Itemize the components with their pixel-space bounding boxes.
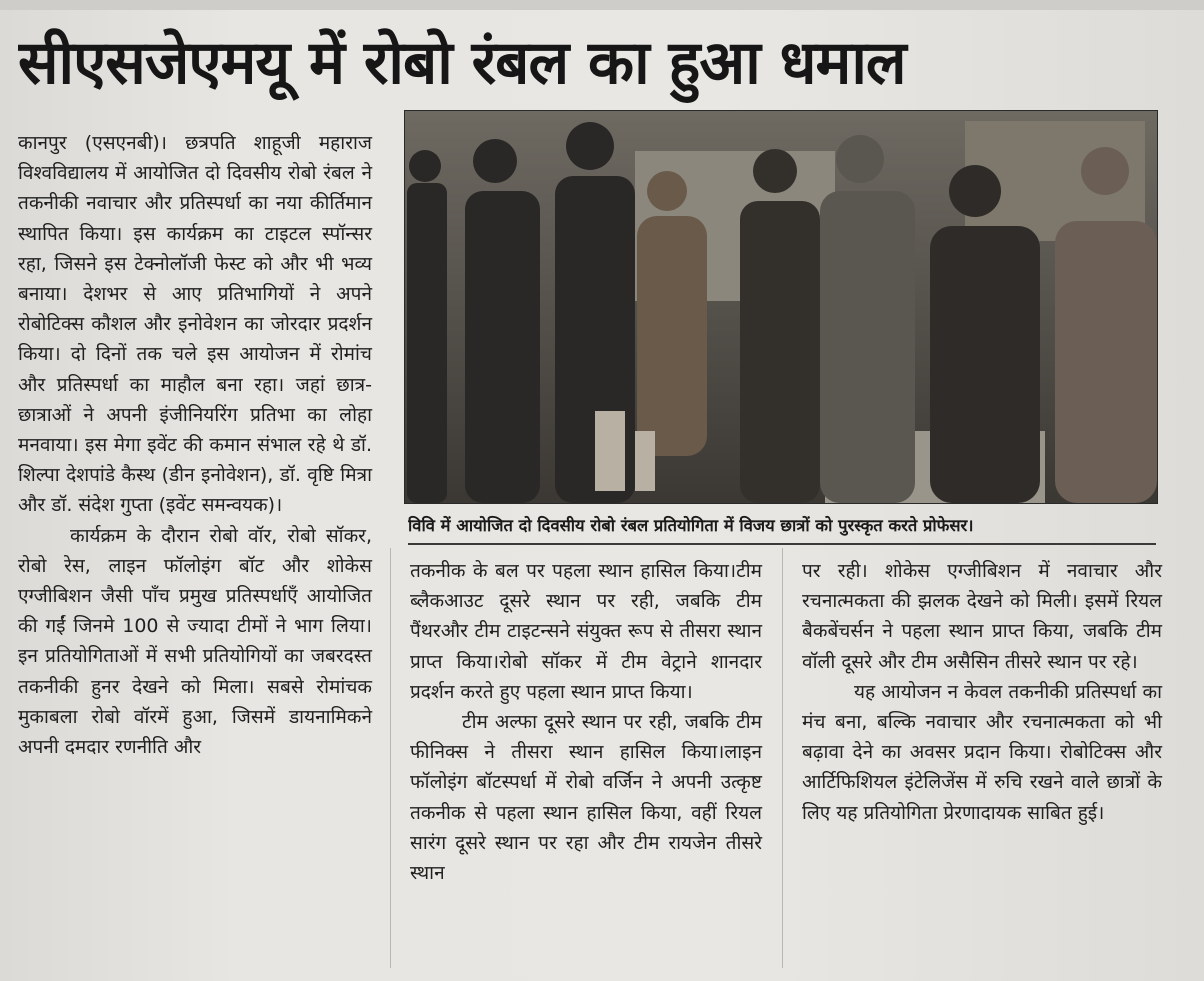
column-2-paragraph-2: टीम अल्फा दूसरे स्थान पर रही, जबकि टीम फीनिक्स ने तीसरा स्थान हासिल किया।लाइन फॉलोइंग बॉटस्पर्धा में रोबो वर्जिन ने अपनी उत्कृष्ट तकनीक से पहला स्थान हासिल किया, वहीं रियल सारंग दूसरे स्थान पर रहा और टीम रायजेन तीसरे स्थान (410, 711, 762, 885)
column-3-paragraph-2: यह आयोजन न केवल तकनीकी प्रतिस्पर्धा का मंच बना, बल्कि नवाचार और रचनात्मकता को भी बढ़ावा देने का अवसर प्रदान किया। रोबोटिक्स और आर्टिफिशियल इंटेलिजेंस में रुचि रखने वाले छात्रों के लिए यह प्रतियोगिता प्रेरणादायक साबित हुई। (802, 680, 1162, 824)
award-ceremony-photo-icon (405, 111, 1157, 503)
article-column-1 (18, 128, 372, 762)
article-column-2 (410, 556, 762, 888)
column-2-paragraph-1: तकनीक के बल पर पहला स्थान हासिल किया।टीम ब्लैकआउट दूसरे स्थान पर रही, जबकि टीम पैंथरऔर टीम टाइटन्सने संयुक्त रूप से तीसरा स्थान प्राप्त किया।रोबो सॉकर में टीम वेट्राने शानदार प्रदर्शन करते हुए पहला स्थान प्राप्त किया। (410, 560, 762, 703)
article-column-3 (802, 556, 1162, 828)
column-divider-1 (390, 548, 391, 968)
caption-rule (408, 543, 1156, 545)
column-3-paragraph-1: पर रही। शोकेस एग्जीबिशन में नवाचार और रचनात्मकता की झलक देखने को मिली। इसमें रियल बैकबेंचर्सन ने पहला स्थान प्राप्त किया, जबकि टीम वॉली दूसरे और टीम असैसिन तीसरे स्थान पर रहे। (802, 560, 1162, 673)
column-1-paragraph-2: कार्यक्रम के दौरान रोबो वॉर, रोबो सॉकर, रोबो रेस, लाइन फॉलोइंग बॉट और शोकेस एग्जीबिशन जैसी पाँच प्रमुख प्रतिस्पर्धाएँ आयोजित की गईं जिनमे 100 से ज्यादा टीमों ने भाग लिया। इन प्रतियोगिताओं में सभी प्रतियोगियों का जबरदस्त तकनीकी हुनर देखने को मिला। सबसे रोमांचक मुकाबला रोबो वॉरमें हुआ, जिसमें डायनामिकने अपनी दमदार रणनीति और (18, 524, 372, 759)
column-divider-2 (782, 548, 783, 968)
photo-caption: विवि में आयोजित दो दिवसीय रोबो रंबल प्रतियोगिता में विजय छात्रों को पुरस्कृत करते प्रोफेसर। (408, 516, 974, 535)
event-photo (404, 110, 1158, 504)
article-headline: सीएसजेएमयू में रोबो रंबल का हुआ धमाल (18, 28, 906, 98)
column-1-paragraph-1: कानपुर (एसएनबी)। छत्रपति शाहूजी महाराज विश्वविद्यालय में आयोजित दो दिवसीय रोबो रंबल ने तकनीकी नवाचार और प्रतिस्पर्धा का नया कीर्तिमान स्थापित किया। इस कार्यक्रम का टाइटल स्पॉन्सर रहा, जिसने इस टेक्नोलॉजी फेस्ट को और भी भव्य बनाया। देशभर से आए प्रतिभागियों ने अपने रोबोटिक्स कौशल और इनोवेशन का जोरदार प्रदर्शन किया। दो दिनों तक चले इस आयोजन में रोमांच और प्रतिस्पर्धा का माहौल बना रहा। जहां छात्र-छात्राओं ने अपनी इंजीनियरिंग प्रतिभा का लोहा मनवाया। इस मेगा इवेंट की कमान संभाल रहे थे डॉ. शिल्पा देशपांडे कैस्थ (डीन इनोवेशन), डॉ. वृष्टि मित्रा और डॉ. संदेश गुप्ता (इवेंट समन्वयक)। (18, 132, 372, 517)
page-top-edge (0, 0, 1204, 10)
